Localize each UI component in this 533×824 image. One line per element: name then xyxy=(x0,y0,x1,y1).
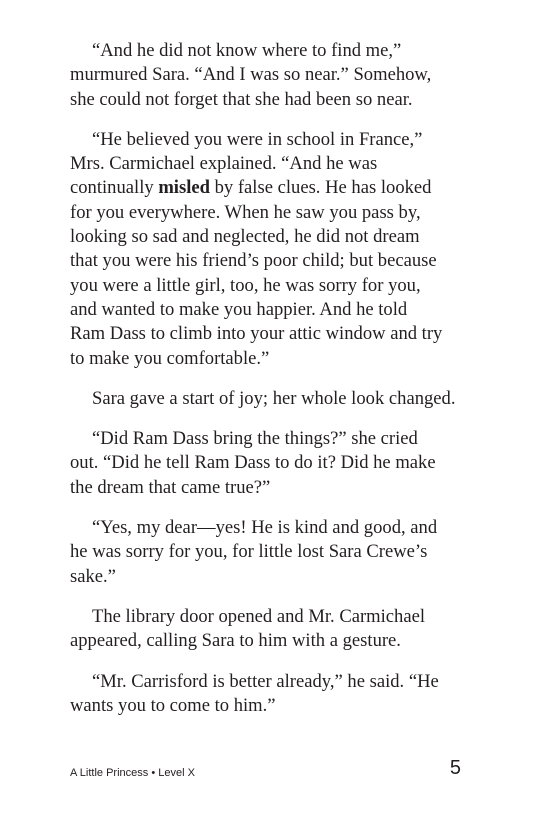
text-line: to make you comfortable.” xyxy=(70,347,270,369)
paragraph-7 xyxy=(70,670,490,719)
text-line: you were a little girl, too, he was sorry for you, xyxy=(70,274,421,296)
story-text xyxy=(70,39,490,734)
text-segment: continually xyxy=(70,177,159,199)
text-line: he was sorry for you, for little lost Sara Crewe’s xyxy=(70,541,428,563)
paragraph-1 xyxy=(70,39,490,112)
text-line-with-bold xyxy=(70,176,490,200)
text-line: the dream that came true?” xyxy=(70,476,271,498)
text-line: “Yes, my dear—yes! He is kind and good, and xyxy=(92,517,438,539)
text-line: looking so sad and neglected, he did not dream xyxy=(70,226,420,248)
paragraph-6 xyxy=(70,605,490,654)
text-line: “And he did not know where to find me,” xyxy=(92,40,402,61)
text-line: for you everywhere. When he saw you pass by, xyxy=(70,201,421,223)
text-line: wants you to come to him.” xyxy=(70,694,276,716)
vocabulary-word: misled xyxy=(158,177,210,199)
text-line: sake.” xyxy=(70,565,116,587)
text-line: out. “Did he tell Ram Dass to do it? Did he make xyxy=(70,452,436,474)
paragraph-3 xyxy=(70,387,490,411)
text-line: and wanted to make you happier. And he told xyxy=(70,298,408,320)
text-line: Ram Dass to climb into your attic window and try xyxy=(70,323,443,345)
text-line: Mrs. Carmichael explained. “And he was xyxy=(70,153,378,175)
paragraph-2 xyxy=(70,128,490,371)
text-line: murmured Sara. “And I was so near.” Somehow, xyxy=(70,64,432,86)
paragraph-4 xyxy=(70,427,490,500)
text-line: appeared, calling Sara to him with a gesture. xyxy=(70,630,401,652)
text-line: The library door opened and Mr. Carmichael xyxy=(92,605,426,627)
text-line: “Mr. Carrisford is better already,” he said. “He xyxy=(92,670,439,692)
text-line: “Did Ram Dass bring the things?” she cried xyxy=(92,428,418,450)
page-number: 5 xyxy=(449,757,461,779)
text-line: Sara gave a start of joy; her whole look changed. xyxy=(92,387,456,409)
paragraph-5 xyxy=(70,516,490,589)
footer-book-title: A Little Princess • Level X xyxy=(70,767,195,779)
text-line: she could not forget that she had been so near. xyxy=(70,88,413,110)
text-segment: by false clues. He has looked xyxy=(209,177,432,199)
text-line: “He believed you were in school in France,” xyxy=(92,128,423,150)
text-line: that you were his friend’s poor child; but because xyxy=(70,250,437,272)
